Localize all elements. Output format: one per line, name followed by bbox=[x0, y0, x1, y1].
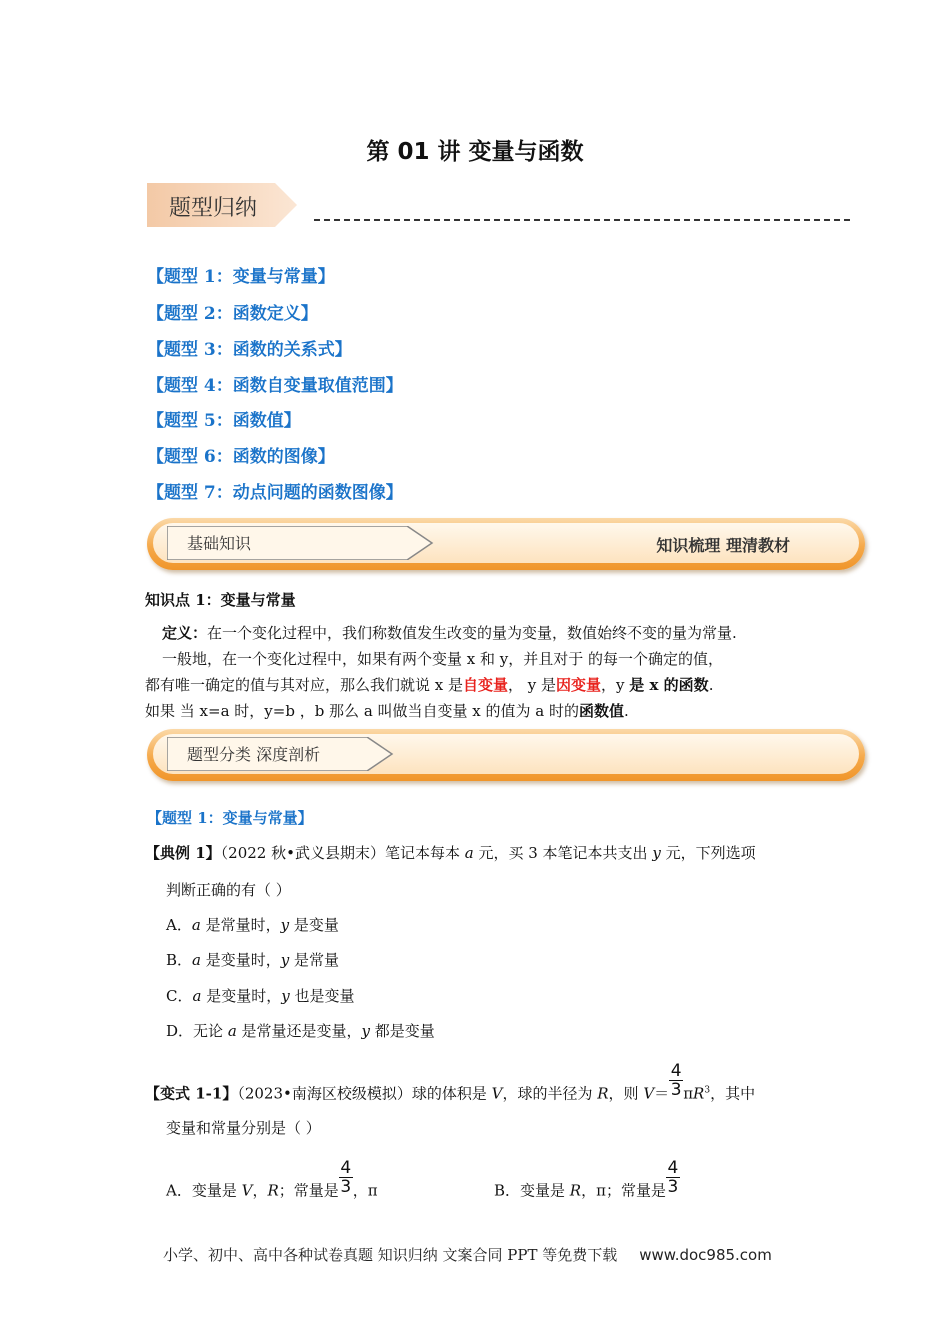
text-run: . bbox=[708, 676, 714, 694]
fraction-denominator: 3 bbox=[340, 1177, 352, 1197]
text-run: 都是变量 bbox=[370, 1022, 435, 1040]
banner-label: 题型分类 深度剖析 bbox=[187, 745, 321, 764]
var-a: a bbox=[227, 1022, 237, 1040]
example1-option-b[interactable] bbox=[166, 947, 339, 974]
toc-item-7[interactable]: 【题型 7：动点问题的函数图像】 bbox=[147, 483, 403, 503]
option-letter: A． bbox=[166, 916, 192, 934]
text-run: 是常量时， bbox=[200, 916, 281, 934]
variant1-option-b[interactable] bbox=[494, 1158, 680, 1210]
variant1-stem-2: 变量和常量分别是（ ） bbox=[166, 1119, 321, 1137]
variant1-stem bbox=[145, 1061, 756, 1113]
fraction-denominator: 3 bbox=[670, 1080, 682, 1100]
fraction-4-3 bbox=[669, 1062, 683, 1099]
pi-symbol: π bbox=[683, 1084, 694, 1103]
var-R: R bbox=[267, 1181, 279, 1200]
text-run: ，π；常量是 bbox=[581, 1181, 666, 1200]
text-run: （2023•南海区校级模拟）球的体积是 bbox=[237, 1084, 492, 1103]
var-V: V bbox=[241, 1181, 253, 1200]
text-run: 是常量还是变量， bbox=[236, 1022, 362, 1040]
text-run: ，其中 bbox=[710, 1084, 756, 1103]
toc-item-1[interactable]: 【题型 1：变量与常量】 bbox=[147, 267, 335, 287]
text-run: 是常量 bbox=[289, 951, 340, 969]
example1-option-a[interactable] bbox=[166, 912, 339, 939]
text-run: ，则 bbox=[608, 1084, 644, 1103]
text-run: （2022 秋•武义县期末）笔记本每本 bbox=[220, 844, 465, 862]
text-run: . bbox=[624, 702, 629, 720]
toc-item-5[interactable]: 【题型 5：函数值】 bbox=[147, 411, 301, 431]
question-types-banner bbox=[147, 729, 865, 781]
example1-stem bbox=[145, 840, 756, 867]
var-y: y bbox=[652, 844, 661, 862]
toc-item-3[interactable]: 【题型 3：函数的关系式】 bbox=[147, 340, 352, 360]
banner-subtitle: 知识梳理 理清教材 bbox=[656, 536, 790, 555]
var-y: y bbox=[280, 951, 290, 969]
toc-item-4[interactable]: 【题型 4：函数自变量取值范围】 bbox=[147, 376, 403, 396]
var-a: a bbox=[191, 916, 201, 934]
example1-option-d[interactable] bbox=[166, 1018, 435, 1045]
text-run: ，y bbox=[601, 676, 630, 694]
text-run: 如果 当 x=a 时，y=b ，b 那么 a 叫做当自变量 x 的值为 a 时的 bbox=[145, 702, 580, 720]
knowledge-heading: 知识点 1：变量与常量 bbox=[145, 591, 296, 609]
toc-item-6[interactable]: 【题型 6：函数的图像】 bbox=[147, 447, 335, 467]
text-run: A．变量是 bbox=[166, 1181, 242, 1200]
var-R: R bbox=[569, 1181, 582, 1200]
toc-item-2[interactable]: 【题型 2：函数定义】 bbox=[147, 304, 318, 324]
page-footer bbox=[163, 1244, 772, 1265]
var-a: a bbox=[192, 951, 201, 969]
var-y: y bbox=[281, 987, 290, 1005]
type1-heading: 【题型 1：变量与常量】 bbox=[147, 809, 313, 827]
var-V: V bbox=[643, 1084, 655, 1103]
var-y: y bbox=[280, 916, 290, 934]
basic-knowledge-banner bbox=[147, 518, 865, 570]
exponent: 3 bbox=[704, 1085, 711, 1096]
text-run: ，π bbox=[352, 1181, 378, 1200]
definition-label: 定义： bbox=[162, 624, 208, 642]
text-run: ， y 是 bbox=[508, 676, 557, 694]
variant1-option-a[interactable] bbox=[166, 1158, 378, 1210]
section-tag bbox=[147, 183, 297, 227]
example1-label: 【典例 1】 bbox=[145, 844, 221, 862]
page-title: 第 01 讲 变量与函数 bbox=[366, 139, 584, 165]
example1-option-c[interactable] bbox=[166, 983, 354, 1010]
text-run: 是变量时， bbox=[200, 951, 281, 969]
knowledge-line-3 bbox=[145, 672, 713, 699]
var-a: a bbox=[192, 987, 202, 1005]
var-V: V bbox=[491, 1084, 503, 1103]
example1-stem-2: 判断正确的有（ ） bbox=[166, 881, 291, 899]
definition-text: 在一个变化过程中，我们称数值发生改变的量为变量，数值始终不变的量为常量. bbox=[207, 624, 737, 642]
dashed-divider bbox=[314, 219, 850, 221]
option-letter: D． bbox=[166, 1022, 194, 1040]
variant1-label: 【变式 1-1】 bbox=[145, 1084, 238, 1103]
text-run: ，球的半径为 bbox=[502, 1084, 598, 1103]
fraction-numerator: 4 bbox=[340, 1158, 352, 1178]
footer-url-link[interactable]: www.doc985.com bbox=[639, 1246, 772, 1264]
definition-line bbox=[162, 620, 737, 647]
term-function-value: 函数值 bbox=[579, 702, 625, 720]
text-run: B．变量是 bbox=[494, 1181, 570, 1200]
footer-text: 小学、初中、高中各种试卷真题 知识归纳 文案合同 PPT 等免费下载 bbox=[163, 1246, 618, 1264]
text-run: ；常量是 bbox=[278, 1181, 339, 1200]
text-run: 都有唯一确定的值与其对应，那么我们就说 x 是 bbox=[145, 676, 463, 694]
text-run: 元，买 3 本笔记本共支出 bbox=[473, 844, 653, 862]
option-letter: B． bbox=[166, 951, 193, 969]
term-function: 是 x 的函数 bbox=[629, 676, 709, 694]
knowledge-line-4 bbox=[145, 698, 629, 725]
fraction-4-3 bbox=[339, 1159, 353, 1196]
fraction-numerator: 4 bbox=[667, 1158, 679, 1178]
term-dependent-variable: 因变量 bbox=[556, 676, 602, 694]
text-run: 无论 bbox=[193, 1022, 228, 1040]
option-letter: C． bbox=[166, 987, 193, 1005]
equals-sign: ＝ bbox=[654, 1084, 670, 1103]
text-run: 也是变量 bbox=[289, 987, 355, 1005]
text-run: ， bbox=[252, 1181, 268, 1200]
fraction-denominator: 3 bbox=[667, 1177, 679, 1197]
fraction-numerator: 4 bbox=[670, 1061, 682, 1081]
var-R: R bbox=[693, 1084, 705, 1103]
var-y: y bbox=[361, 1022, 371, 1040]
knowledge-line-2: 一般地，在一个变化过程中，如果有两个变量 x 和 y，并且对于 的每一个确定的值， bbox=[162, 650, 724, 668]
term-independent-variable: 自变量 bbox=[463, 676, 509, 694]
fraction-4-3 bbox=[666, 1159, 680, 1196]
text-run: 是变量时， bbox=[201, 987, 282, 1005]
var-a: a bbox=[464, 844, 474, 862]
section-tag-label: 题型归纳 bbox=[169, 196, 258, 221]
text-run: 是变量 bbox=[289, 916, 339, 934]
text-run: 元，下列选项 bbox=[660, 844, 756, 862]
banner-label: 基础知识 bbox=[187, 534, 252, 553]
var-R: R bbox=[597, 1084, 609, 1103]
